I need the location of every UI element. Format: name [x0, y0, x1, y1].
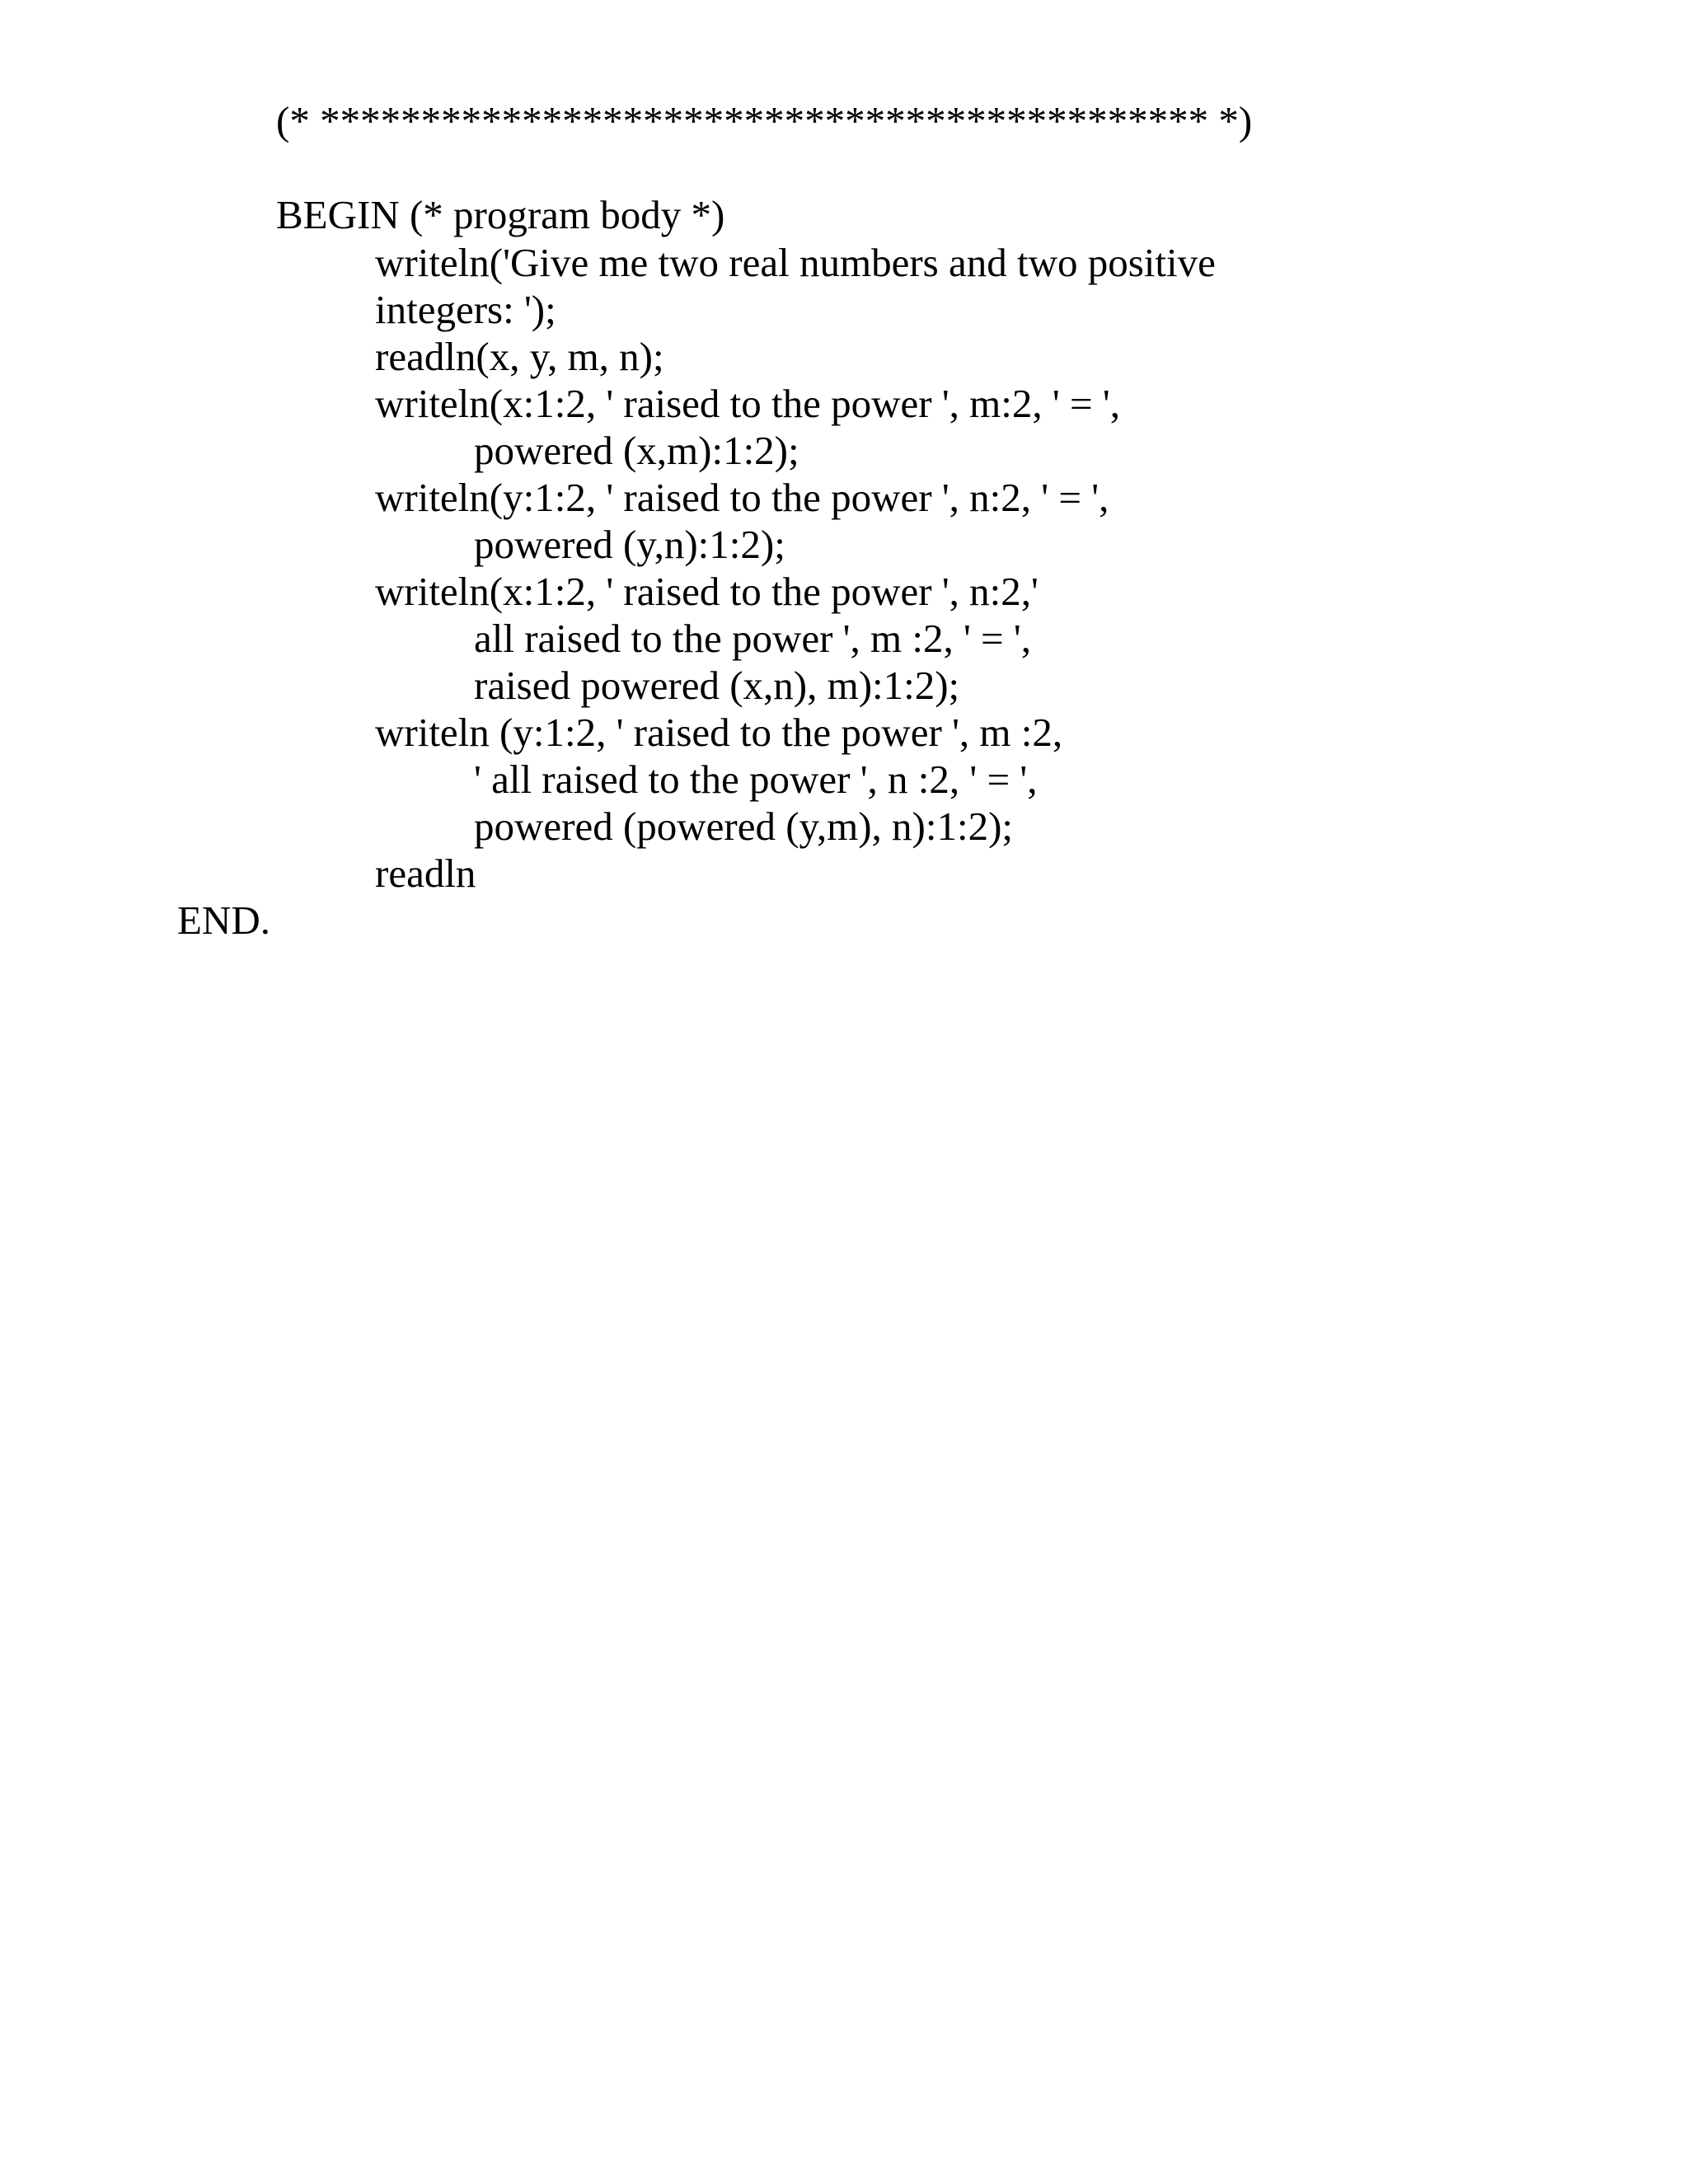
code-line-writeln-prompt: writeln('Give me two real numbers and two positive — [375, 240, 1216, 285]
code-line-all-raised-n: ' all raised to the power ', n :2, ' = ', — [474, 757, 1038, 802]
code-line-powered-x-m: powered (x,m):1:2); — [474, 428, 799, 473]
code-line-readln: readln — [375, 851, 476, 896]
end-line: END. — [177, 898, 270, 943]
code-line-powered-nested: powered (powered (y,m), n):1:2); — [474, 804, 1014, 849]
code-line-powered-y-n: powered (y,n):1:2); — [474, 522, 785, 567]
code-line-writeln-y-m: writeln (y:1:2, ' raised to the power ', m :2, — [375, 710, 1063, 755]
begin-line: BEGIN (* program body *) — [276, 192, 725, 237]
comment-separator-line: (* ******************************************** *) — [276, 98, 1253, 143]
code-line-writeln-x-n: writeln(x:1:2, ' raised to the power ', n:2,' — [375, 569, 1039, 614]
code-line-all-raised-m: all raised to the power ', m :2, ' = ', — [474, 616, 1031, 661]
code-line-writeln-y-n: writeln(y:1:2, ' raised to the power ', n:2, ' = ', — [375, 475, 1109, 520]
code-line-writeln-x-m: writeln(x:1:2, ' raised to the power ', m:2, ' = ', — [375, 381, 1120, 426]
code-line-readln-vars: readln(x, y, m, n); — [375, 334, 664, 379]
code-line-raised-powered: raised powered (x,n), m):1:2); — [474, 663, 960, 708]
code-line-prompt-cont: integers: '); — [375, 287, 556, 332]
